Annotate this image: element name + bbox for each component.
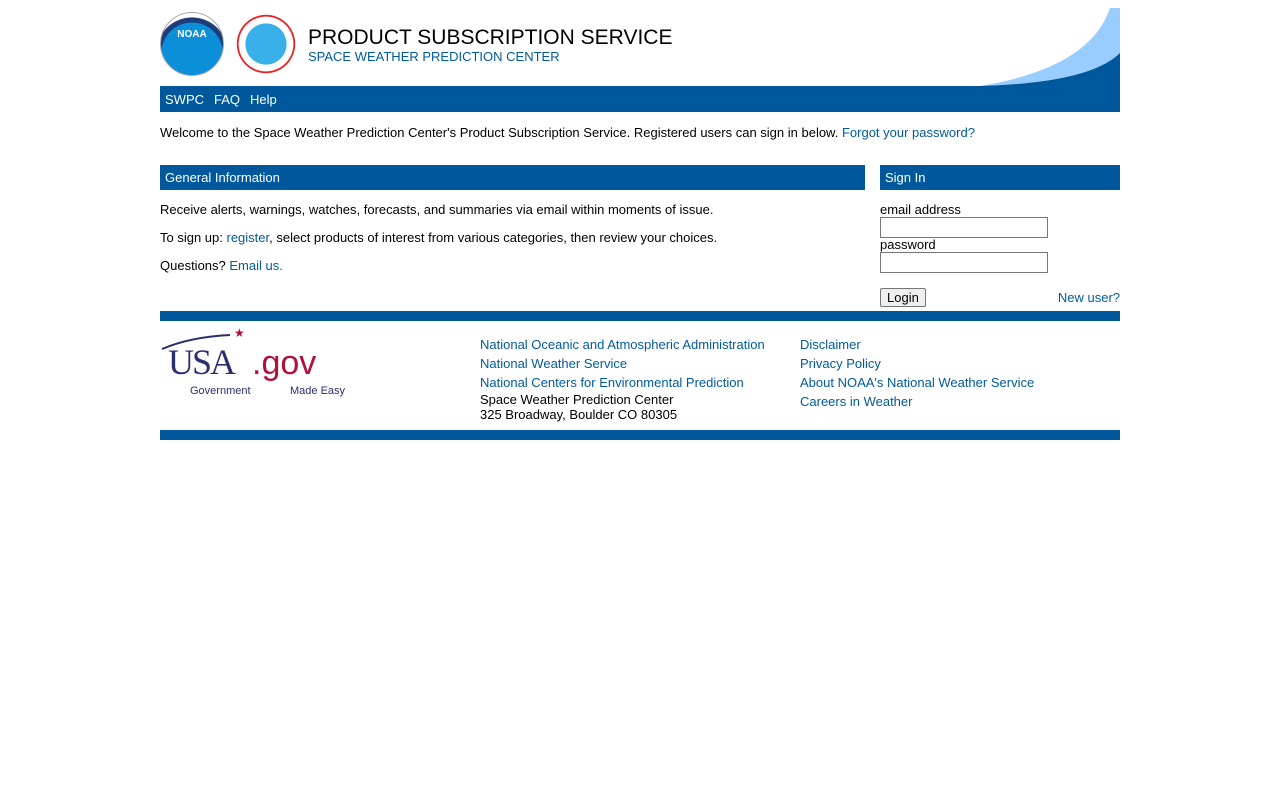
footer <box>160 321 1120 430</box>
footer-link-about-nws[interactable]: About NOAA's National Weather Service <box>800 375 1035 390</box>
svg-text:★: ★ <box>234 327 245 340</box>
nws-logo[interactable] <box>234 12 298 76</box>
welcome-message <box>160 125 1120 140</box>
svg-text:.gov: .gov <box>252 344 317 382</box>
password-input[interactable] <box>880 252 1048 273</box>
register-link[interactable]: register <box>226 230 270 245</box>
questions-text <box>160 258 865 273</box>
nav-help[interactable]: Help <box>250 91 277 107</box>
page-subtitle: SPACE WEATHER PREDICTION CENTER <box>308 49 560 64</box>
header-swoosh-graphic <box>980 8 1120 86</box>
footer-link-disclaimer[interactable]: Disclaimer <box>800 337 861 352</box>
top-nav <box>160 86 1120 112</box>
general-info-panel <box>160 165 865 273</box>
usagov-logo[interactable] <box>160 327 360 399</box>
footer-link-nws[interactable]: National Weather Service <box>480 356 628 371</box>
password-label: password <box>880 237 936 252</box>
sign-in-panel <box>880 165 1120 307</box>
email-us-link[interactable]: Email us. <box>229 258 283 273</box>
nav-faq[interactable]: FAQ <box>214 91 241 107</box>
header <box>160 0 1120 86</box>
new-user-link[interactable]: New user? <box>1057 290 1120 305</box>
footer-link-careers[interactable]: Careers in Weather <box>800 394 913 409</box>
welcome-text: Welcome to the Space Weather Prediction Center's Product Subscription Service. Registered users can sign in below. <box>160 125 842 140</box>
svg-text:USA: USA <box>168 342 235 382</box>
divider <box>160 311 1120 321</box>
footer-link-noaa[interactable]: National Oceanic and Atmospheric Administration <box>480 337 765 352</box>
footer-divider <box>160 430 1120 440</box>
nav-swpc[interactable]: SWPC <box>165 91 204 107</box>
signup-pre: To sign up: <box>160 230 227 245</box>
svg-text:Made Easy: Made Easy <box>290 385 346 397</box>
email-input[interactable] <box>880 217 1048 238</box>
general-info-text: Receive alerts, warnings, watches, forecasts, and summaries via email within moments of issue. <box>160 202 714 217</box>
footer-address-name: Space Weather Prediction Center <box>480 392 674 407</box>
signup-text <box>160 230 865 245</box>
footer-address-street: 325 Broadway, Boulder CO 80305 <box>480 407 678 422</box>
login-button[interactable]: Login <box>880 288 926 307</box>
page-title: PRODUCT SUBSCRIPTION SERVICE <box>308 26 673 49</box>
email-label: email address <box>880 202 961 217</box>
footer-link-privacy[interactable]: Privacy Policy <box>800 356 881 371</box>
svg-text:Government: Government <box>190 385 251 397</box>
questions-pre: Questions? <box>160 258 230 273</box>
footer-link-ncep[interactable]: National Centers for Environmental Prediction <box>480 375 744 390</box>
sign-in-heading: Sign In <box>880 165 1120 190</box>
forgot-password-link[interactable]: Forgot your password? <box>841 125 975 140</box>
signup-post: , select products of interest from various categories, then review your choices. <box>269 230 718 245</box>
noaa-logo[interactable] <box>160 12 224 76</box>
noaa-logo-text: NOAA <box>177 29 207 40</box>
general-info-heading: General Information <box>160 165 865 190</box>
